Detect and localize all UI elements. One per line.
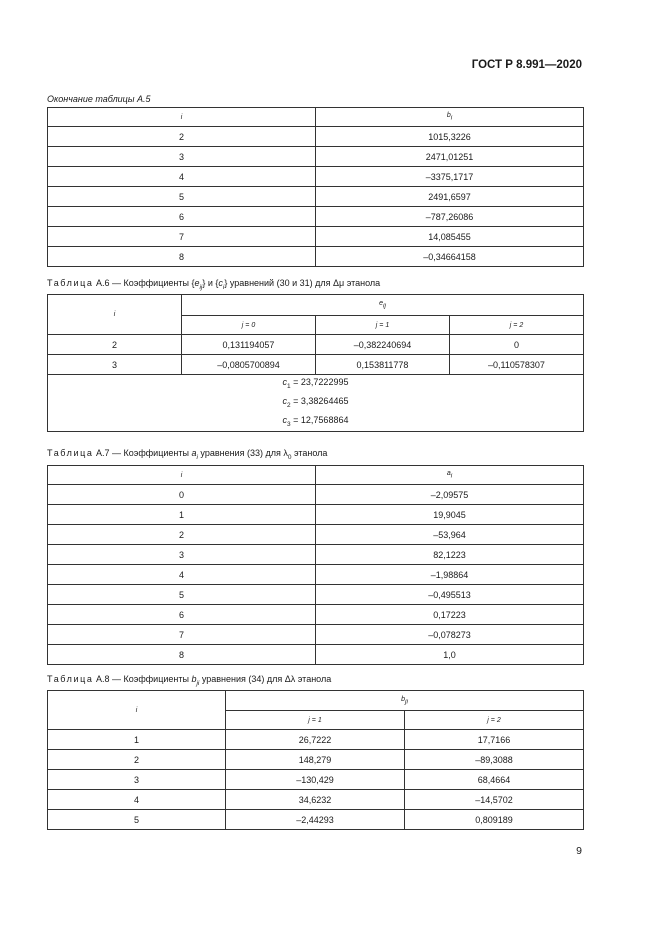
table-cell: 17,7166: [405, 730, 584, 750]
table-row: 2 0,131194057 –0,382240694 0: [48, 335, 584, 355]
table-cell: 3: [48, 770, 226, 790]
column-header-i: i: [48, 295, 182, 335]
constant-c2: $c_2 = 3,38264465$: [282, 395, 349, 409]
table-cell: 2: [48, 525, 316, 545]
table-a8-caption: Таблица А.8 — Коэффициенты $b_{ji}$ уравнения (34) для Δλ этанола: [47, 674, 332, 687]
table-cell: 1: [48, 505, 316, 525]
table-a5-caption: Окончание таблицы А.5: [47, 94, 151, 104]
table-cell: 19,9045: [316, 505, 584, 525]
table-cell: 6: [48, 207, 316, 227]
table-cell: 0,809189: [405, 810, 584, 830]
table-row: [48, 147, 584, 167]
table-row: [48, 227, 584, 247]
table-row: [48, 525, 584, 545]
constant-c3: $c_3 = 12,7568864$: [282, 414, 349, 428]
column-header-a: $a_i$: [316, 466, 584, 485]
table-cell: 5: [48, 187, 316, 207]
table-cell: 7: [48, 625, 316, 645]
table-cell: –0,495513: [316, 585, 584, 605]
column-header-j1: j = 1: [316, 316, 450, 335]
table-row: [48, 770, 584, 790]
column-header-j2: j = 2: [450, 316, 584, 335]
column-header-j1: j = 1: [226, 711, 405, 730]
table-cell: 4: [48, 565, 316, 585]
table-cell: 3: [48, 147, 316, 167]
table-a7: [47, 465, 584, 665]
table-cell: –1,98864: [316, 565, 584, 585]
table-cell: –14,5702: [405, 790, 584, 810]
table-cell: 2471,01251: [316, 147, 584, 167]
table-row: [48, 247, 584, 267]
table-row: [48, 127, 584, 147]
table-row: [48, 730, 584, 750]
table-cell: –0,34664158: [316, 247, 584, 267]
column-header-b: $b_i$: [316, 108, 584, 127]
table-cell: 26,7222: [226, 730, 405, 750]
document-id: ГОСТ Р 8.991—2020: [471, 59, 582, 71]
table-cell: 0,17223: [316, 605, 584, 625]
table-header-row: [48, 108, 584, 127]
table-cell: 5: [48, 810, 226, 830]
table-header-row: [48, 466, 584, 485]
table-cell: 2: [48, 750, 226, 770]
column-header-j2: j = 2: [405, 711, 584, 730]
table-a7-caption: Таблица А.7 — Коэффициенты $a_i$ уравнения (33) для $\lambda_0$ этанола: [47, 448, 328, 461]
table-row: 3 –0,0805700894 0,153811778 –0,110578307: [48, 355, 584, 375]
table-a6-caption: Таблица А.6 — Коэффициенты $\{e_{ij}\}$ и $\{c_i\}$ уравнений (30 и 31) для Δμ этанола: [47, 278, 381, 291]
table-a8: [47, 690, 584, 830]
table-row: [48, 167, 584, 187]
table-row: [48, 545, 584, 565]
table-row: [48, 485, 584, 505]
table-row: [48, 585, 584, 605]
column-header-b: $b_{ji}$: [226, 691, 584, 711]
table-cell: 7: [48, 227, 316, 247]
table-cell: –0,078273: [316, 625, 584, 645]
table-a6: [47, 294, 584, 432]
table-cell: 1,0: [316, 645, 584, 665]
table-cell: 34,6232: [226, 790, 405, 810]
table-a5: [47, 107, 584, 267]
table-cell: 2491,6597: [316, 187, 584, 207]
table-cell: 14,085455: [316, 227, 584, 247]
table-cell: 148,279: [226, 750, 405, 770]
table-row: [48, 505, 584, 525]
table-row: [48, 207, 584, 227]
column-header-i: i: [48, 108, 316, 127]
table-cell: 4: [48, 167, 316, 187]
column-header-e: $e_{ij}$: [182, 295, 584, 316]
table-cell: 1: [48, 730, 226, 750]
table-cell: 0: [48, 485, 316, 505]
table-cell: 1015,3226: [316, 127, 584, 147]
table-row: [48, 565, 584, 585]
table-row: [48, 605, 584, 625]
table-cell: 3: [48, 545, 316, 565]
table-row: [48, 645, 584, 665]
table-cell: –53,964: [316, 525, 584, 545]
table-cell: 8: [48, 247, 316, 267]
table-cell: –787,26086: [316, 207, 584, 227]
page-number: 9: [576, 845, 582, 857]
table-cell: 68,4664: [405, 770, 584, 790]
table-header-row: [48, 691, 584, 711]
constants-cell: [48, 375, 584, 432]
table-cell: 5: [48, 585, 316, 605]
table-row: [48, 750, 584, 770]
table-cell: 4: [48, 790, 226, 810]
constant-c1: $c_1 = 23,7222995$: [282, 377, 349, 390]
table-cell: 2: [48, 127, 316, 147]
table-cell: –2,09575: [316, 485, 584, 505]
column-header-i: i: [48, 466, 316, 485]
table-cell: 6: [48, 605, 316, 625]
table-cell: 82,1223: [316, 545, 584, 565]
table-row: [48, 810, 584, 830]
table-cell: –3375,1717: [316, 167, 584, 187]
table-header-row: [48, 295, 584, 316]
column-header-j0: j = 0: [182, 316, 316, 335]
table-cell: –130,429: [226, 770, 405, 790]
column-header-i: i: [48, 691, 226, 730]
table-row: [48, 790, 584, 810]
constants-row: [48, 375, 584, 432]
table-cell: –2,44293: [226, 810, 405, 830]
table-cell: –89,3088: [405, 750, 584, 770]
table-cell: 8: [48, 645, 316, 665]
table-row: [48, 625, 584, 645]
table-row: [48, 187, 584, 207]
